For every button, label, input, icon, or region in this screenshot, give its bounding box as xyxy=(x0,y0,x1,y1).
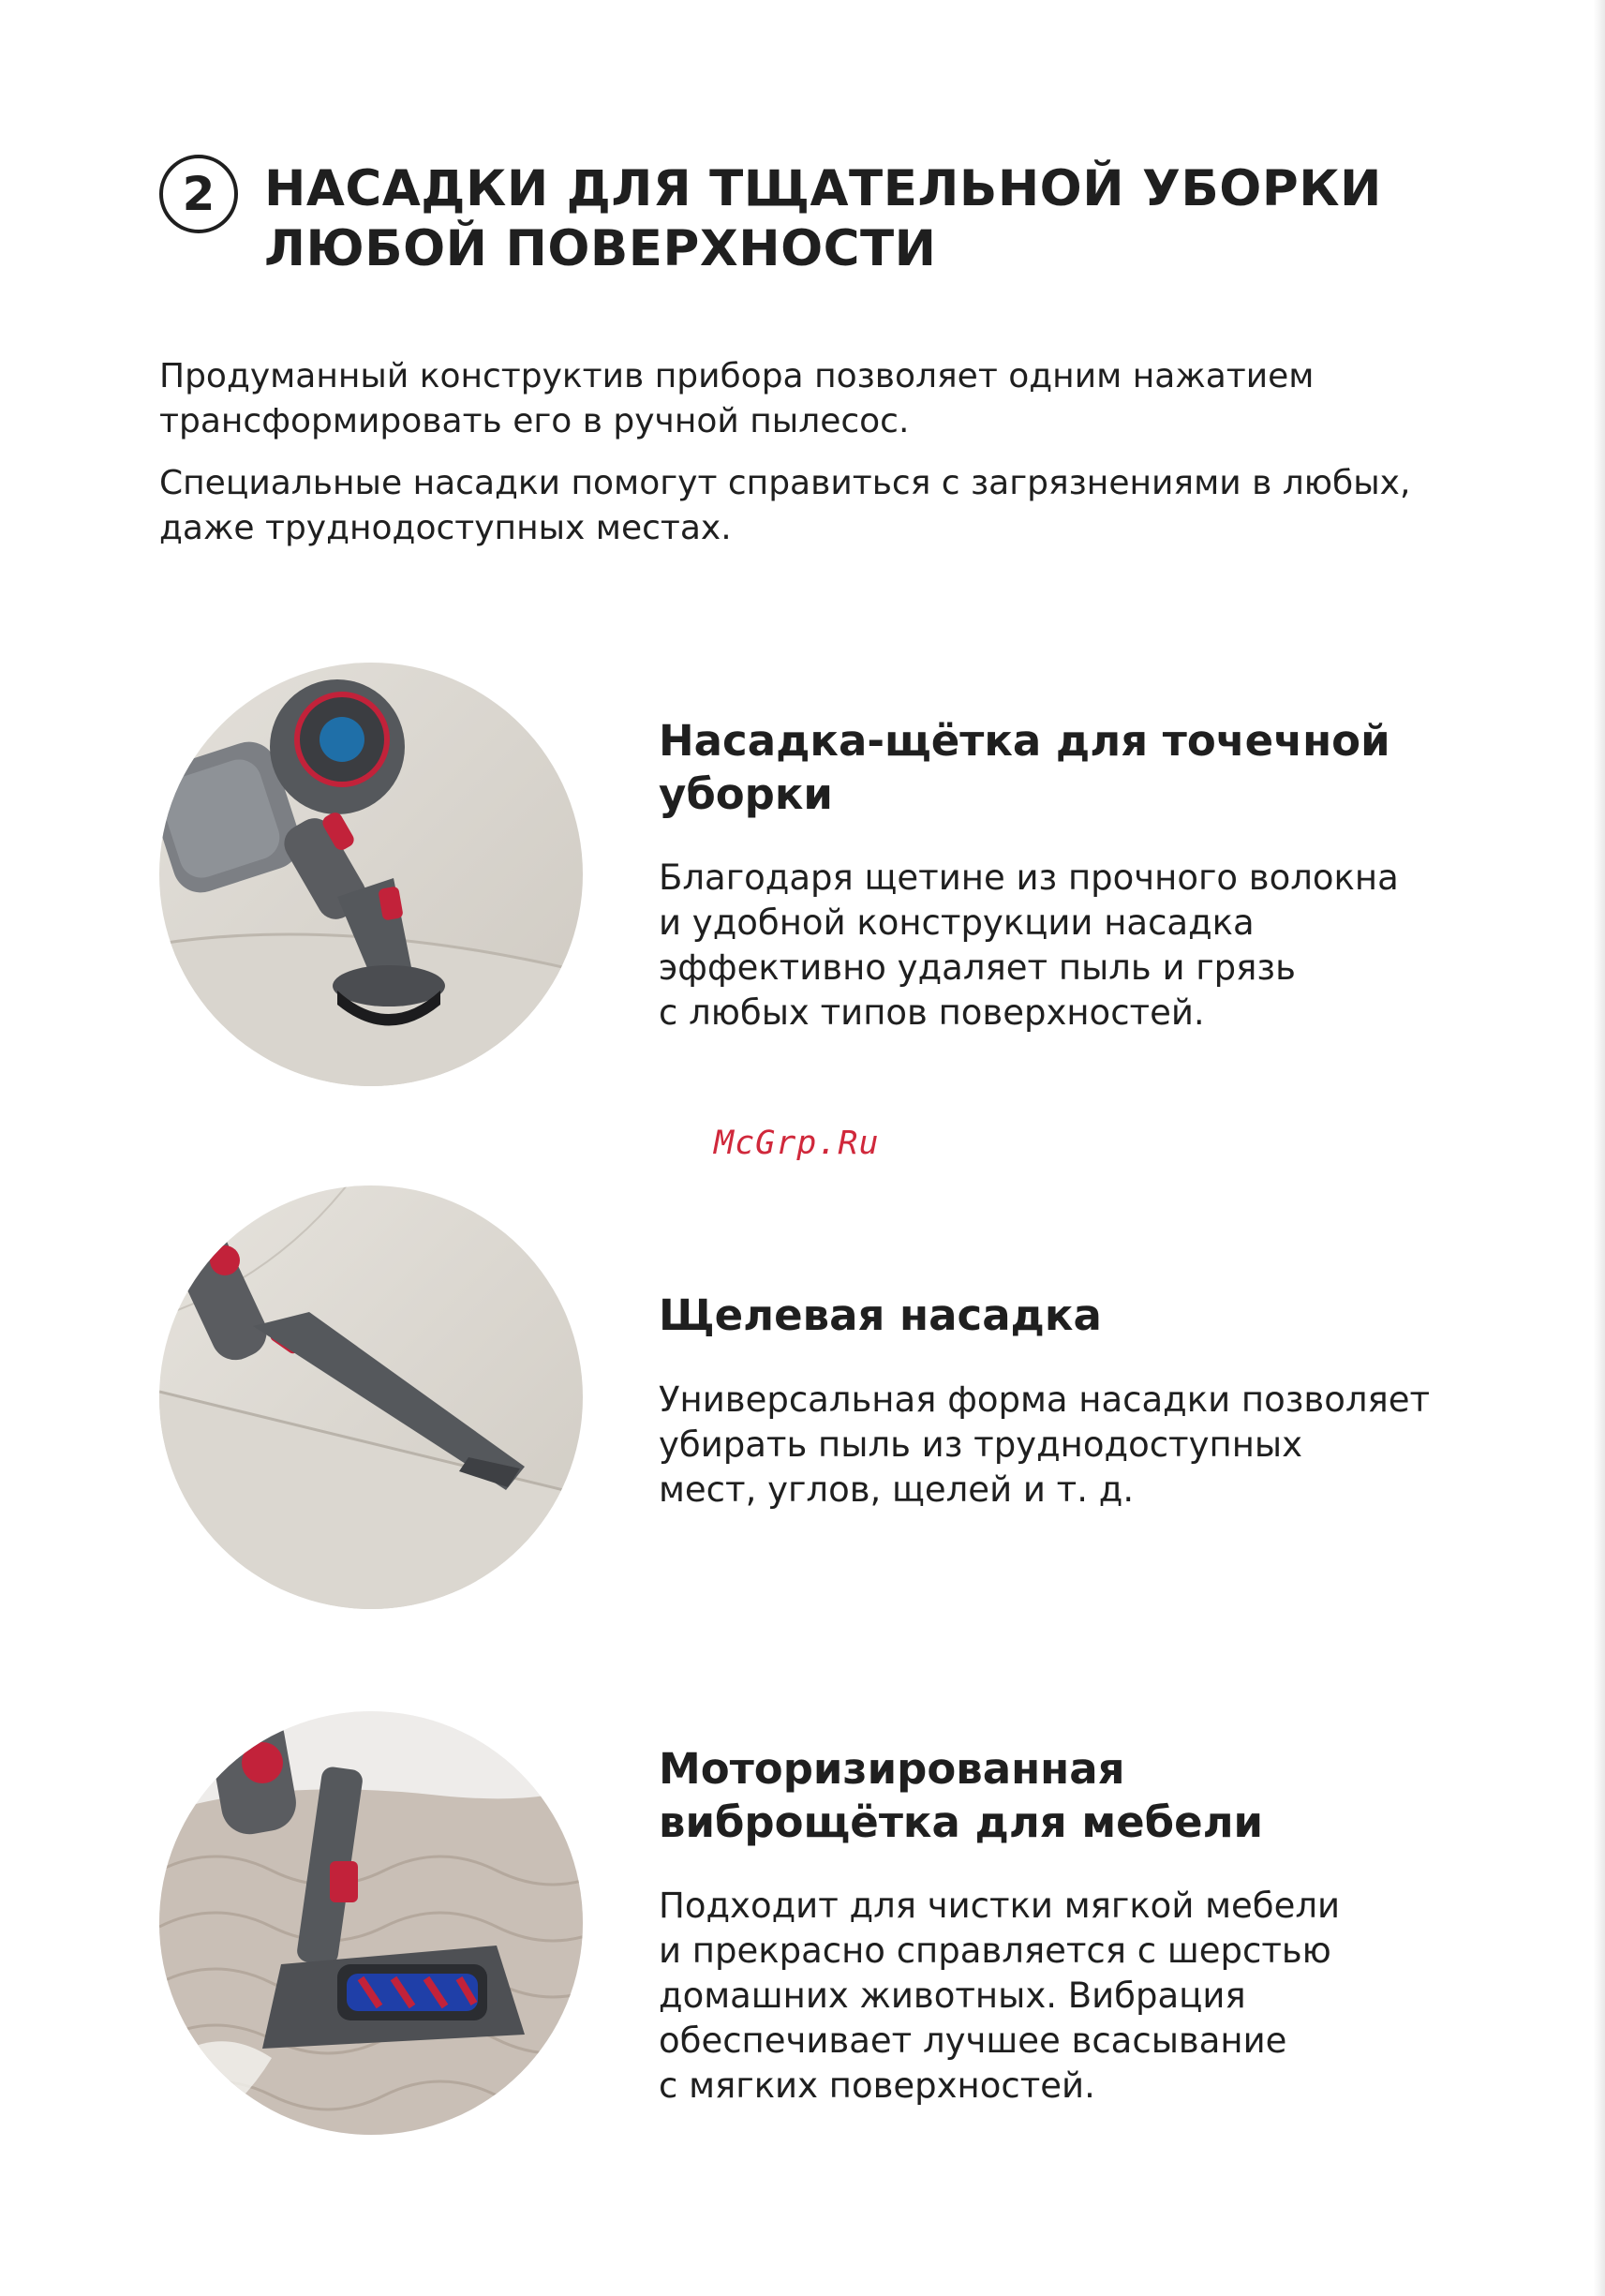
crevice-tool-title xyxy=(659,1289,1502,1342)
desc-line: и удобной конструкции насадка xyxy=(659,902,1255,943)
desc-line: с мягких поверхностей. xyxy=(659,2065,1095,2106)
desc-line: Универсальная форма насадки позволяет xyxy=(659,1379,1431,1420)
desc-line: мест, углов, щелей и т. д. xyxy=(659,1469,1135,1510)
desc-line: с любых типов поверхностей. xyxy=(659,992,1205,1033)
section-title-line: НАСАДКИ ДЛЯ ТЩАТЕЛЬНОЙ УБОРКИ xyxy=(264,160,1382,217)
desc-line: домашних животных. Вибрация xyxy=(659,1975,1246,2016)
title-line: Моторизированная xyxy=(659,1744,1125,1794)
desc-line: убирать пыль из труднодоступных xyxy=(659,1424,1302,1465)
section-title-line: ЛЮБОЙ ПОВЕРХНОСТИ xyxy=(264,220,937,277)
crevice-tool-photo xyxy=(159,1185,583,1609)
watermark: McGrp.Ru xyxy=(714,1125,880,1162)
motorized-brush-description xyxy=(659,1884,1502,2109)
intro-text xyxy=(159,354,1490,568)
desc-line: обеспечивает лучшее всасывание xyxy=(659,2020,1287,2061)
desc-line: и прекрасно справляется с шерстью xyxy=(659,1931,1331,1971)
desc-line: эффективно удаляет пыль и грязь xyxy=(659,947,1296,988)
motorized-brush-photo xyxy=(159,1711,583,2135)
title-line: уборки xyxy=(659,769,833,819)
title-line: Насадка-щётка для точечной xyxy=(659,716,1390,766)
dusting-brush-photo xyxy=(159,663,583,1086)
title-line: виброщётка для мебели xyxy=(659,1797,1264,1847)
dusting-brush-description xyxy=(659,856,1502,1036)
motorized-brush-title xyxy=(659,1742,1502,1849)
title-line: Щелевая насадка xyxy=(659,1290,1102,1340)
section-title xyxy=(264,159,1482,279)
crevice-tool-description xyxy=(659,1378,1502,1513)
page-edge-shadow xyxy=(1594,0,1605,2296)
section-number-badge: 2 xyxy=(159,155,238,233)
intro-paragraph: Продуманный конструктив прибора позволяет одним нажатием трансформировать его в ручной пылесос. xyxy=(159,357,1315,440)
desc-line: Подходит для чистки мягкой мебели xyxy=(659,1886,1341,1926)
dusting-brush-title xyxy=(659,714,1502,821)
intro-paragraph: Специальные насадки помогут справиться с загрязнениями в любых, даже труднодоступных местах. xyxy=(159,464,1411,547)
desc-line: Благодаря щетине из прочного волокна xyxy=(659,857,1399,898)
